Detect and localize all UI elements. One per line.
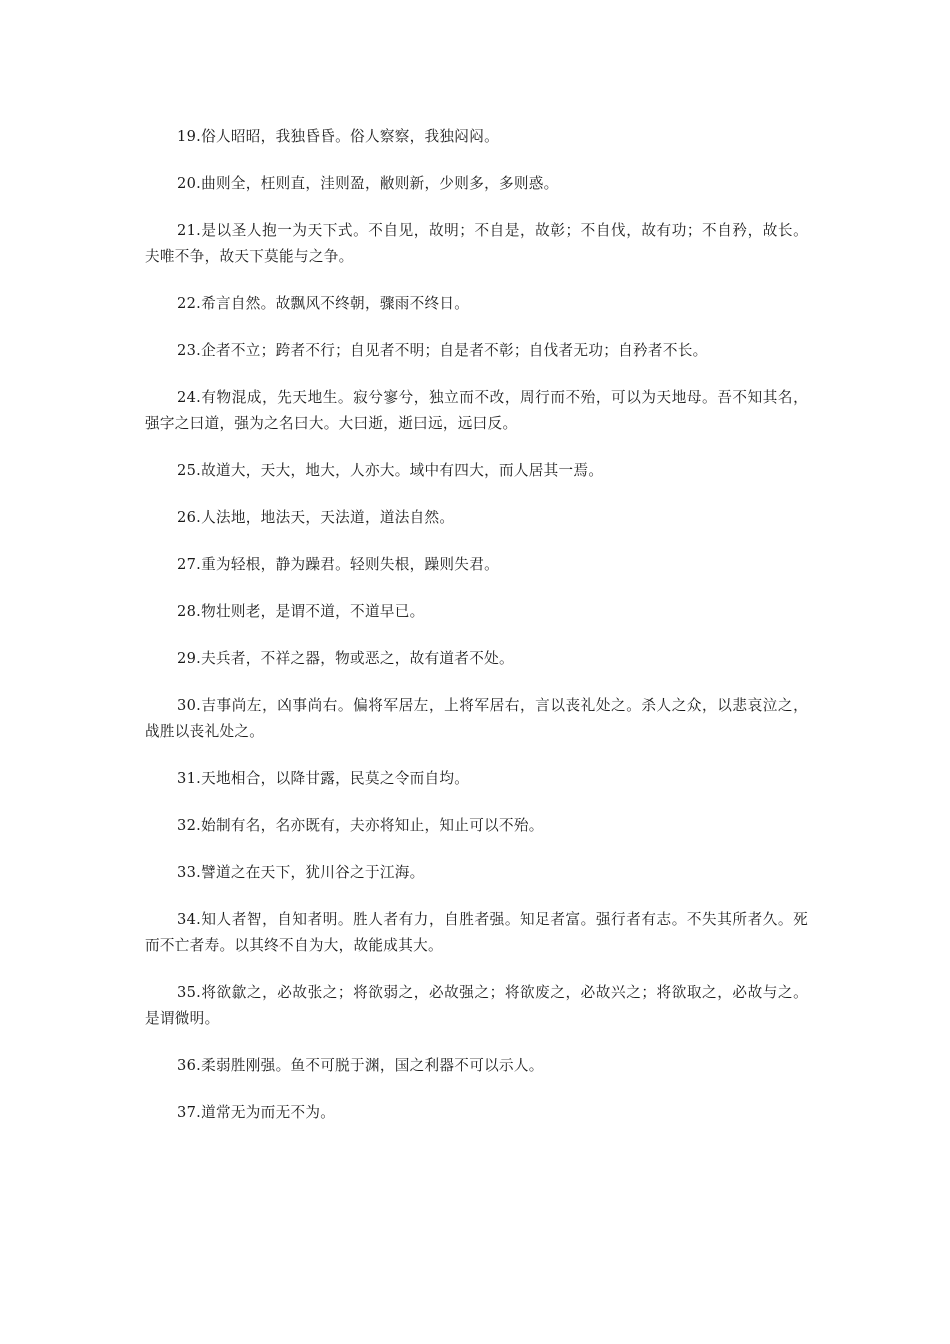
document-body — [145, 124, 808, 1147]
paragraph-27: 27.重为轻根，静为躁君。轻则失根，躁则失君。 — [177, 556, 499, 573]
paragraph-25: 25.故道大，天大，地大，人亦大。域中有四大，而人居其一焉。 — [177, 462, 604, 479]
paragraph-37: 37.道常无为而无不为。 — [177, 1104, 336, 1121]
paragraph-20: 20.曲则全，枉则直，洼则盈，敝则新，少则多，多则惑。 — [177, 175, 559, 192]
paragraph-19: 19.俗人昭昭，我独昏昏。俗人察察，我独闷闷。 — [177, 128, 499, 145]
paragraph-31: 31.天地相合，以降甘露，民莫之令而自均。 — [177, 770, 470, 787]
paragraph-30: 30.吉事尚左，凶事尚右。偏将军居左，上将军居右，言以丧礼处之。杀人之众，以悲哀泣之，战胜以丧礼处之。 — [145, 697, 808, 740]
paragraph-22: 22.希言自然。故飘风不终朝，骤雨不终日。 — [177, 295, 470, 312]
paragraph-26: 26.人法地，地法天，天法道，道法自然。 — [177, 509, 455, 526]
paragraph-23: 23.企者不立；跨者不行；自见者不明；自是者不彰；自伐者无功；自矜者不长。 — [177, 342, 708, 359]
paragraph-34: 34.知人者智，自知者明。胜人者有力，自胜者强。知足者富。强行者有志。不失其所者久。死而不亡者寿。以其终不自为大，故能成其大。 — [145, 911, 808, 954]
paragraph-29: 29.夫兵者，不祥之器，物或恶之，故有道者不处。 — [177, 650, 514, 667]
paragraph-36: 36.柔弱胜刚强。鱼不可脱于渊，国之利器不可以示人。 — [177, 1057, 544, 1074]
paragraph-32: 32.始制有名，名亦既有，夫亦将知止，知止可以不殆。 — [177, 817, 544, 834]
paragraph-33: 33.譬道之在天下，犹川谷之于江海。 — [177, 864, 425, 881]
paragraph-28: 28.物壮则老，是谓不道，不道早已。 — [177, 603, 425, 620]
paragraph-21: 21.是以圣人抱一为天下式。不自见，故明；不自是，故彰；不自伐，故有功；不自矜，故长。夫唯不争，故天下莫能与之争。 — [145, 222, 808, 265]
paragraph-24: 24.有物混成，先天地生。寂兮寥兮，独立而不改，周行而不殆，可以为天地母。吾不知其名，强字之曰道，强为之名曰大。大曰逝，逝曰远，远曰反。 — [145, 389, 808, 432]
paragraph-35: 35.将欲歙之，必故张之；将欲弱之，必故强之；将欲废之，必故兴之；将欲取之，必故与之。是谓微明。 — [145, 984, 808, 1027]
